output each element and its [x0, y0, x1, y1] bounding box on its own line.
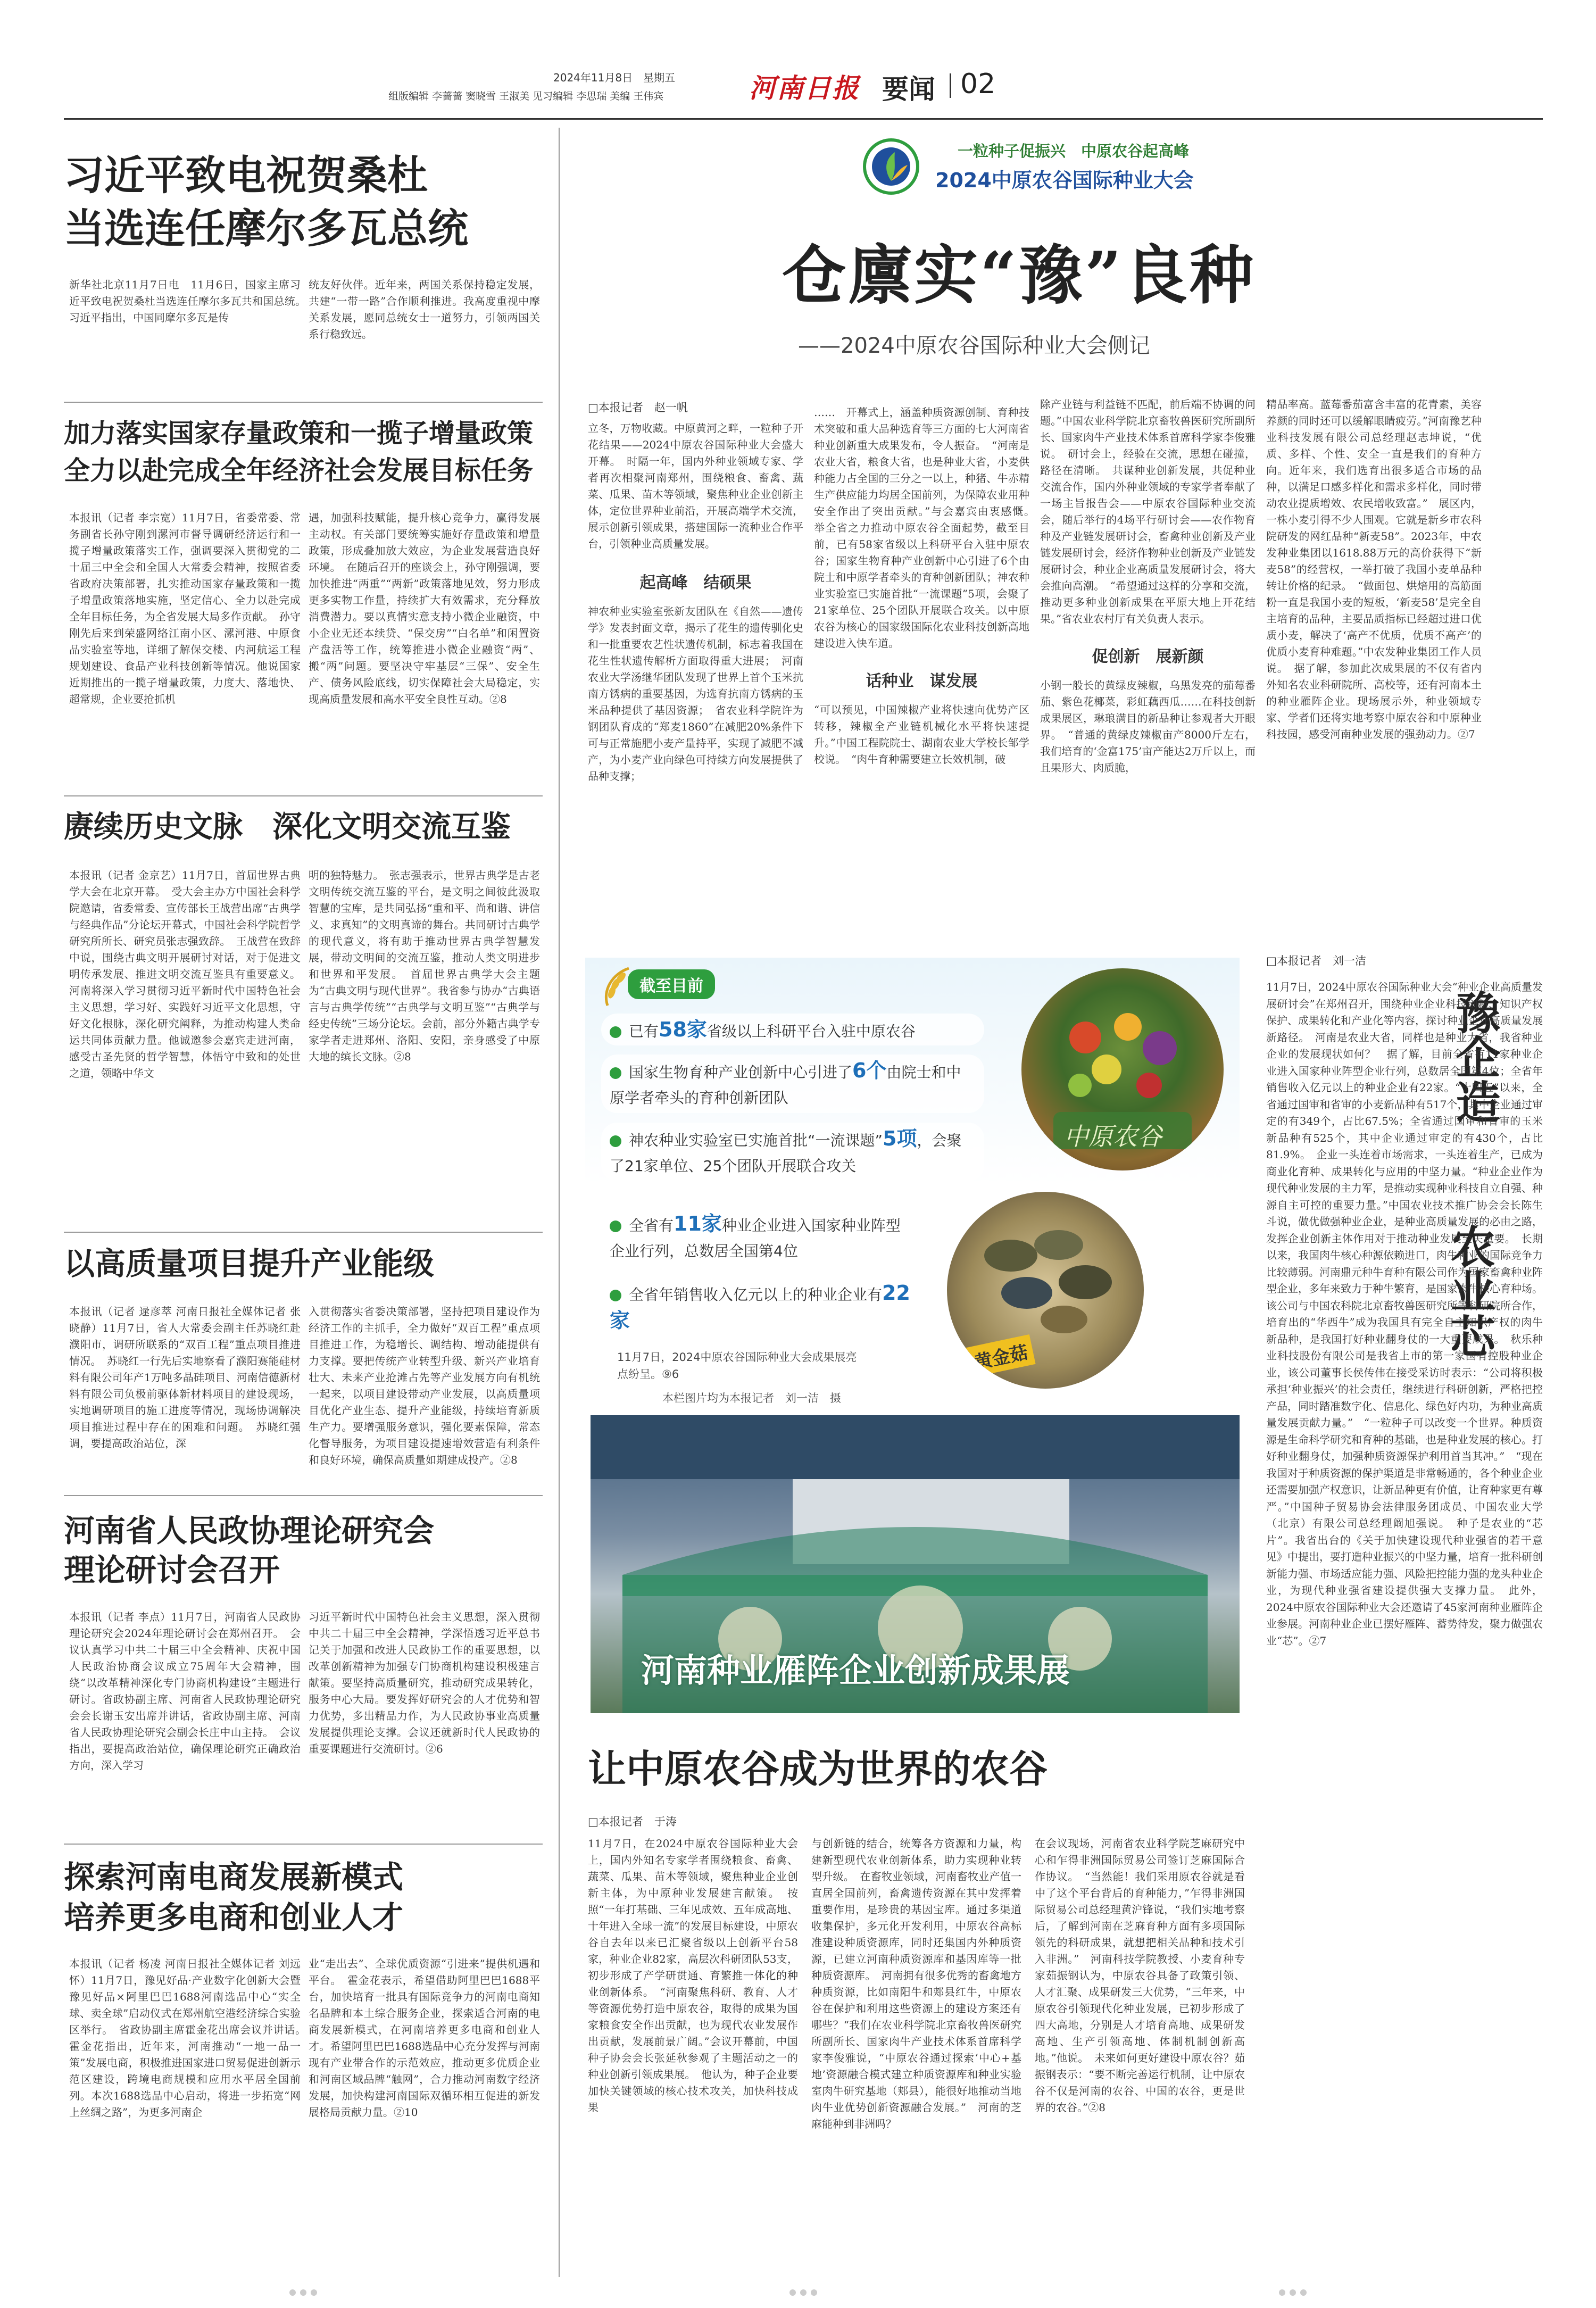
divider [64, 1232, 543, 1233]
stat-number: 5项 [883, 1127, 917, 1150]
feature-col1 [588, 420, 803, 785]
article-headline: 习近平致电祝贺桑杜 [64, 152, 428, 199]
stat-item [601, 1055, 984, 1113]
article-body-col2: 明的独特魅力。 张志强表示，世界古典学是古老文明传统交流互鉴的平台，是文明之间彼此汲取智慧的宝库，是共同弘扬“重和平、尚和谐、讲信义、求真知”的文明真谛的舞台。共同研讨古典学的现代意义，将有助于推动世界古典学智慧发展，带动文明间的交流互鉴，推动人类文明进步和世界和平发展。 首届世界古典学大会主题为“古典文明与现代世界”。我省参与协办“古典语言与古典学传统”“古典学与文明互鉴”“古典学与经史传统”三场分论坛。会前，部分外籍古典学专家学者走进郑州、洛阳、安阳，亲身感受了中原大地的缤长文脉。②8 [309, 869, 540, 1063]
feature-col2 [814, 404, 1040, 768]
bullet-icon [610, 1290, 621, 1301]
plate-text: 中原农谷 [1064, 1122, 1162, 1151]
feature-text: 精品率高。蓝莓番茄富含丰富的花青素，美容养颜的同时还可以缓解眼睛疲劳。”河南豫艺种业科技发展有限公司总经理赵志坤说，“优质、多样、个性、安全一直是我们的育种方向。近年来，我们选育出很多适合市场的品种，以满足口感多样化和需求多样化，同时带动农业提质增效、农民增收致富。” 展区内，一株小麦引得不少人围观。它就是新乡市农科院研发的网红品种“新麦58”。2023年，中农发种业集团以1618.88万元的高价获得下“新麦58”的经营权，一举打破了我国小麦单品种转让价格的纪录。 “做面包、烘焙用的高筋面粉一直是我国小麦的短板，‘新麦58’是完全自主培育的品种，主要品质指标已经超过进口优质小麦，解决了‘高产不优质，优质不高产’的优质小麦育种难题。”中农发种业集团工作人员说。 据了解，参加此次成果展的不仅有省内外知名农业科研院所、高校等，还有河南本土的种业雁阵企业。现场展示外，种业领域专家、学者们还将实地考察中原农谷和中原种业科技园，感受河南种业发展的强劲动力。②7 [1266, 398, 1482, 741]
feature-col3 [1040, 396, 1256, 776]
article-headline-line2: 理论研讨会召开 [64, 1552, 280, 1588]
feature-subhead: 话种业 谋发展 [866, 672, 978, 691]
feature-text: 立冬，万物收藏。中原黄河之畔，一粒种子开花结果——2024中原农谷国际种业大会盛大开幕。 时隔一年，国内外种业领域专家、学者再次相聚河南郑州，围绕粮食、畜禽、蔬菜、瓜果、苗木等领域，聚焦种业企业创新主体，定位世界种业前沿，开展高端学术交流，展示创新引领成果，搭建国际一流种业合作平台，引领种业高质量发展。 [588, 422, 803, 550]
page-dots [787, 2288, 819, 2298]
stat-text: 种业企业进入国家种业阵型企业行列，总数居全国第4位 [610, 1217, 901, 1260]
stat-text: 由院士和中原学者牵头的育种创新团队 [610, 1064, 961, 1107]
side-text: 11月7日，2024中原农谷国际种业大会“种业企业高质量发展研讨会”在郑州召开，围绕种业企业科技创新、知识产权保护、成果转化和产业化等内容，探讨种业企业高质量发展新路径。 河南是农业大省，同样也是种业大省，我省种业企业的发展现状如何？ 据了解，目前全省有11家种业企业进入国家种业阵型企业行列，总数居全国第4位；全省年销售收入亿元以上的种业企业有22家。“十四五”以来，全省通过国审和省审的小麦新品种有517个，其中企业通过审定的有349个，占比67.5%；全省通过国审和省审的玉米新品种有525个，其中企业通过审定的有430个，占比81.9%。 企业一头连着市场需求，一头连着生产，已成为商业化育种、成果转化与应用的中坚力量。“种业企业作为现代种业发展的主力军，是推动实现种业科技自立自强、种源自主可控的重要力量。”中国农业技术推广协会会长陈生斗说，做优做强种业企业，是种业高质量发展的必由之路，发挥企业创新主体作用对于推动种业发展至关重要。 长期以来，我国肉牛核心种源依赖进口，肉牛种业的国际竞争力比较薄弱。河南鼎元种牛育种有限公司作为国家畜禽种业阵型企业，多年来致力于种牛繁育，是国家肉牛核心育种场。该公司与中国农科院北京畜牧兽医研究所等科研院所合作，培育出的“华西牛”成为我国具有完全自主知识产权的肉牛新品种，是我国打好种业翻身仗的一大重要成果。 秋乐种业科技股份有限公司是我省上市的第一家国有控股种业企业，该公司董事长侯传伟在接受采访时表示：“公司将积极承担‘种业振兴’的社会责任，继续进行科研创新，严格把控产品，同时踏准数字化、信息化、绿色好内功，为种业高质量发展贡献力量。” “一粒种子可以改变一个世界。种质资源是生命科学研究和育种的基础，也是种业发展的核心。打好种业翻身仗，加强种质资源保护利用首当其冲。” “现在我国对于种质资源的保护渠道是非常畅通的，各个种业企业还需要加强产权意识，让新品种更有价值，让育种家更有尊严。”中国种子贸易协会法律服务团成员、中国农业大学（北京）有限公司总经理阚旭强说。 种子是农业的“芯片”。我省出台的《关于加快建设现代种业强省的若干意见》中提出，要打造种业振兴的中坚力量，培育一批科研创新能力强、市场适应能力强、风险把控能力强的龙头种业企业，为现代种业强省建设提供强大支撑力量。 此外，2024中原农谷国际种业大会还邀请了45家河南种业雁阵企业参展。河南种业企业已摆好雁阵、蓄势待发，聚力做强农业“芯”。②7 [1266, 981, 1543, 1647]
article-headline: 探索河南电商发展新模式 [64, 1859, 404, 1895]
infographic-panel [585, 958, 1240, 1713]
header-page-number: 02 [960, 68, 996, 100]
article-headline-line2: 当选连任摩尔多瓦总统 [64, 205, 468, 252]
feature-text: 小钢一般长的黄绿皮辣椒，乌黑发亮的茄莓番茄、紫色花椰菜，彩虹藕西瓜……在科技创新成果展区，琳琅满目的新品种让参观者大开眼界。 “普通的黄绿皮辣椒亩产8000斤左右，我们培育的‘金富175’亩产能达2万斤以上，而且果形大、肉质脆， [1040, 679, 1256, 774]
bottom-text-col2: 与创新链的结合，统筹各方资源和力量，构建新型现代农业创新体系，助力实现种业转型升级。 在畜牧业领域，河南畜牧业产值一直居全国前列，畜禽遗传资源在其中发挥着重要作用，是珍贵的基因宝库。通过多渠道收集保护，多元化开发利用，中原农谷高标准建设种质资源库，同时还集国内外种质资源，已建立河南种质资源库和基因库等一批种质资源库。 河南拥有很多优秀的畜禽地方种质资源，比如南阳牛和郏县红牛，中原农谷在保护和利用这些资源上的建设方案还有哪些？“我们在农业科学院北京畜牧兽医研究所副所长、国家肉牛产业技术体系首席科学家李俊雅说，“中原农谷通过探索‘中心+基地’资源融合模式建立种质资源库和种业实验室肉牛研究基地（郏县），能很好地推动当地肉牛业优势创新资源融合发展。” 河南的芝麻能种到非洲吗？ [811, 1837, 1021, 2130]
event-logo-icon [862, 137, 920, 196]
header-rule [64, 118, 1543, 120]
photo-mushrooms [947, 1192, 1144, 1389]
divider [64, 1495, 543, 1496]
bullet-icon [610, 1221, 621, 1232]
photo-expo-hall [591, 1415, 1240, 1713]
stat-text: 全省年销售收入亿元以上的种业企业有 [629, 1286, 883, 1304]
feature-subhead: 促创新 展新颜 [1092, 647, 1204, 666]
article-body-col1: 本报讯（记者 李宗宽）11月7日，省委常委、常务副省长孙守刚到漯河市督导调研经济运行和一揽子增量政策落实工作，强调要深入贯彻党的二十届三中全会和全国人大常委会精神，按照省委省政府决策部署，扎实推动国家存量政策和一揽子增量政策落地实施，坚定信心、全力以赴完成全年目标任务，为全省发展大局多作贡献。 孙守刚先后来到荣盛网络江南小区、漯河港、中原食品实验室等地，详细了解保交楼、内河航运工程规划建设、食品产业科技创新等情况。他说国家近期推出的一揽子增量政策，力度大、落地快、超常规，企业要抢抓机 [69, 511, 301, 705]
stat-item [601, 1014, 984, 1045]
feature-subtitle: ——2024中原农谷国际种业大会侧记 [798, 334, 1150, 358]
stat-number: 58家 [659, 1018, 707, 1041]
header-logo: 河南日报 [749, 72, 860, 104]
page-dots [287, 2288, 319, 2298]
article-ecommerce [64, 1857, 543, 2251]
stat-text: 省级以上科研平台入驻中原农谷 [706, 1023, 916, 1040]
stat-number: 22家 [610, 1281, 910, 1332]
divider [64, 1844, 543, 1845]
article-headline: 加力落实国家存量政策和一揽子增量政策 [64, 418, 534, 449]
stat-item [601, 1208, 920, 1266]
bottom-text-col3: 在会议现场，河南省农业科学院芝麻研究中心和乍得非洲国际贸易公司签订芝麻国际合作协议。 “当然能！我们采用原农谷就是看中了这个平台背后的育种能力，”乍得非洲国际贸易公司总经理黄沪锋说，“我们实地考察后，了解到河南在芝麻育种方面有多项国际领先的科研成果，就想把相关品种和技术引入非洲。” 河南科技学院教授、小麦育种专家茹振钢认为，中原农谷具备了政策引领、人才汇聚、成果研发三大优势，“三年来，中原农谷引领现代化种业发展，已初步形成了四大高地，分别是人才培育高地、成果研发高地、生产引领高地、体制机制创新高地。”他说。 未来如何更好建设中原农谷？茹振钢表示：“要不断完善运行机制，让中原农谷不仅是河南的农谷、中国的农谷，更是世界的农谷。”②8 [1035, 1837, 1245, 2114]
header-date: 2024年11月8日 星期五 [553, 71, 676, 84]
header-section: 要闻 [882, 74, 935, 105]
stat-item [601, 1123, 984, 1181]
article-body-col1: 本报讯（记者 杨凌 河南日报社全媒体记者 刘远怀）11月7日，豫见好品·产业数字化创新大会暨豫见好品×阿里巴巴1688河南选品中心“实全球、卖全球”启动仪式在郑州航空港经济综合实验区举行。 省政协副主席霍金花出席会议并讲话。 霍金花指出，近年来，河南推动“一地一品一策”发展电商，积极推进国家进口贸易促进创新示范区建设，跨境电商规模和应用水平居全国前列。本次1688选品中心启动，将进一步拓宽“网上丝绸之路”，为更多河南企 [69, 1957, 311, 2119]
infographic-heading: 截至目前 [628, 969, 715, 999]
photo-caption: 11月7日，2024中原农谷国际种业大会成果展亮点纷呈。⑨6 [617, 1351, 857, 1381]
page-header [64, 59, 1543, 117]
feature-text: 神农种业实验室张新友团队在《自然——遗传学》发表封面文章，揭示了花生的遗传驯化史和一批重要农艺性状遗传机制，标志着我国在花生性状遗传解析方面取得重大进展； 河南农业大学汤继华团队发现了世界上首个玉米抗南方锈病的重要基因，为选育抗南方锈病的玉米品种提供了基因资源； 省农业科学院许为钢团队育成的“郑麦1860”在减肥20%条件下可与正常施肥小麦产量持平，实现了减肥不减产，为小麦产业向绿色可持续方向发展提供了品种支撑； [588, 605, 803, 783]
stat-number: 11家 [674, 1212, 722, 1235]
page-dots [1277, 2288, 1309, 2298]
bottom-byline: □本报记者 于涛 [588, 1815, 677, 1828]
side-byline: □本报记者 刘一洁 [1266, 954, 1366, 967]
feature-text: “可以预见，中国辣椒产业将快速向优势产区转移，辣椒全产业链机械化水平将快速提升。”中国工程院院士、湖南农业大学校长邹学校说。 “肉牛育种需要建立长效机制，破 [814, 703, 1029, 766]
feature-headline: 仓廪实“豫”良种 [782, 238, 1256, 313]
bottom-text-col1: 11月7日，在2024中原农谷国际种业大会上，国内外知名专家学者围绕粮食、畜禽、蔬菜、瓜果、苗木等领域，聚焦种业企业创新主体，为中原种业发展建言献策。 按照“一年打基础、三年见成效、五年成高地、十年进入全球一流”的发展目标建设，中原农谷自去年以来已汇聚省级以上创新平台58家，种业企业82家，高层次科研团队53支，初步形成了产学研贯通、育繁推一体化的种业创新体系。 “河南聚焦科研、教育、人才等资源优势打造中原农谷，取得的成果为国家粮食安全作出贡献，也为现代农业发展作出贡献，发展前景广阔。”会议开幕前，中国种子协会会长张延秋参观了主题活动之一的种业创新引领成果展。 他认为，种子企业要加快关键领域的核心技术攻关，加快科技成果 [588, 1837, 798, 2114]
article-cppcc [64, 1511, 543, 1841]
article-body-col2: 入贯彻落实省委决策部署，坚持把项目建设作为经济工作的主抓手，全力做好“双百工程”重点项目推进工作，为稳增长、调结构、增动能提供有力支撑。要把传统产业转型升级、新兴产业培育壮大、未来产业抢滩占先等产业发展方向有机统一起来，以项目建设带动产业发展，以高质量项目优化产业生态、提升产业能级，持续培育新质生产力。要增强服务意识，强化要素保障，常态化督导服务，为项目建设提速增效营造有利条件和良好环境，确保高质量如期建成投产。②8 [309, 1305, 540, 1466]
photo-vegetable-display [1021, 968, 1224, 1170]
side-headline-line2: 农业芯 [1443, 1224, 1496, 1358]
banner-slogan: 一粒种子促振兴 中原农谷起高峰 [958, 142, 1190, 160]
event-banner [862, 133, 1266, 202]
feature-byline: □本报记者 赵一帆 [588, 401, 688, 414]
article-body-col2: 统友好伙伴。近年来，两国关系保持稳定发展，共建“一带一路”合作顺利推进。我高度重视中摩关系发展，愿同总统女士一道努力，引领两国关系行稳致远。 [309, 278, 540, 341]
header-editors: 组版编辑 李蔷蔷 窦晓雪 王淑美 见习编辑 李思瑞 美编 王伟宾 [388, 90, 664, 102]
article-body-col2: 业“走出去”、全球优质资源“引进来”提供机遇和平台。 霍金花表示，希望借助阿里巴巴1688平台，加快培育一批具有国际竞争力的河南电商知名品牌和本土综合服务企业，探索适合河南的电商发展新模式，在河南培养更多电商和创业人才。希望阿里巴巴1688选品中心充分发挥与河南现有产业带合作的示范效应，推动更多优质企业和河南区域品牌“触网”，合力推动河南数字经济发展，加快构建河南国际双循环相互促进的新发展格局贡献力量。②10 [309, 1957, 540, 2119]
article-headline: 以高质量项目提升产业能级 [64, 1246, 435, 1282]
divider [64, 795, 543, 796]
feature-subhead: 起高峰 结硕果 [639, 574, 752, 592]
article-body-col1: 新华社北京11月7日电 11月6日，国家主席习近平致电祝贺桑杜当选连任摩尔多瓦共和国总统。 习近平指出，中国同摩尔多瓦是传 [69, 278, 311, 324]
bullet-icon [610, 1026, 621, 1038]
article-body-col1: 本报讯（记者 金京艺）11月7日，首届世界古典学大会在北京开幕。 受大会主办方中国社会科学院邀请，省委常委、宣传部长王战营出席“古典学与经典作品”分论坛开幕式，中国社会科学院哲学研究所所长、研究员张志强致辞。 王战营在致辞中说，围绕古典文明开展研讨对话，对于促进文明传承发展、推进文明交流互鉴具有重要意义。河南将深入学习贯彻习近平新时代中国特色社会主义思想，学习好、实践好习近平文化思想，守好文化根脉，深化研究阐释，为推动构建人类命运共同体贡献力量。他诚邀参会嘉宾走进河南，感受古圣先贤的哲学智慧，体悟守中致和的处世之道，领略中华文 [69, 869, 301, 1080]
article-body-col2: 习近平新时代中国特色社会主义思想，深入贯彻中共二十届三中全会精神，学深悟透习近平总书记关于加强和改进人民政协工作的重要思想，以改革创新精神为加强专门协商机构建设积极建言献策。要坚持高质量研究，推动研究成果转化，服务中心大局。要发挥好研究会的人才优势和智力优势，多出精品力作，为人民政协事业高质量发展提供理论支撑。会议还就新时代人民政协的重要课题进行交流研讨。②6 [309, 1610, 540, 1755]
expo-sign-text: 河南种业雁阵企业创新成果展 [641, 1651, 1070, 1690]
stat-text: 神农种业实验室已实施首批“一流课题” [629, 1132, 883, 1149]
article-headline-line2: 全力以赴完成全年经济社会发展目标任务 [64, 455, 534, 486]
feature-text: …… 开幕式上，涵盖种质资源创制、育种技术突破和重大品种选育等三方面的七大河南省种业创新重大成果发布，令人振奋。 “河南是农业大省，粮食大省，也是种业大省，小麦供种能力占全国的三分之一以上，种猪、牛赤精生产供应能力均居全国前列，为保障农业用种安全作出了突出贡献。”与会嘉宾由衷感慨。 举全省之力推动中原农谷全面起势，截至目前，已有58家省级以上科研平台入驻中原农谷；国家生物育种产业创新中心引进了6个由院士和中原学者牵头的育种创新团队；神农种业实验室已实施首批“一流课题”5项，会聚了21家单位、25个团队开展联合攻关。以中原农谷为核心的国家级国际化农业科技创新高地建设进入快车道。 [814, 406, 1040, 650]
photo-credit: 本栏图片均为本报记者 刘一洁 摄 [662, 1392, 841, 1405]
column-separator [559, 128, 560, 2277]
bottom-headline: 让中原农谷成为世界的农谷 [588, 1746, 1048, 1791]
article-xi-congratulates [64, 149, 543, 372]
sign-label: 黄金菇 [966, 1334, 1035, 1377]
side-headline-line1: 豫企造 [1449, 990, 1501, 1124]
bullet-icon [610, 1135, 621, 1147]
bottom-feature [585, 1745, 1250, 2256]
stat-item [601, 1277, 920, 1335]
banner-event-name: 2024中原农谷国际种业大会 [935, 169, 1194, 192]
article-policy [64, 415, 543, 787]
article-body-col1: 本报讯（记者 李点）11月7日，河南省人民政协理论研究会2024年理论研讨会在郑州召开。 会议认真学习中共二十届三中全会精神、庆祝中国人民政治协商会议成立75周年大会精神，围绕“以改革精神深化专门协商机构建设”主题进行研讨。省政协副主席、河南省人民政协理论研究会会长谢玉安出席并讲话，省政协副主席、河南省人民政协理论研究会副会长庄中山主持。 会议指出，要提高政治站位，确保理论研究正确政治方向，深入学习 [69, 1610, 301, 1772]
stat-text: 已有 [629, 1023, 659, 1040]
feature-col4 [1266, 396, 1482, 743]
header-divider [950, 73, 951, 98]
stat-text: ，会聚了21家单位、25个团队开展联合攻关 [610, 1132, 962, 1175]
bullet-icon [610, 1067, 621, 1079]
stat-number: 6个 [852, 1059, 887, 1082]
stat-text: 国家生物育种产业创新中心引进了 [629, 1064, 853, 1081]
article-classics [64, 803, 543, 1240]
divider [64, 402, 543, 403]
side-article [1266, 952, 1543, 2256]
feature-text: 除产业链与利益链不匹配，前后端不协调的问题。”中国农业科学院北京畜牧兽医研究所副所长、国家肉牛产业技术体系首席科学家李俊雅说。 研讨会上，经验在交流，思想在碰撞，路径在清晰。 共谋种业创新发展，共促种业交流合作，国内外种业领域的专家学者奉献了一场主旨报告会——中原农谷国际种业交流会，随后举行的4场平行研讨会——农作物育种及产业链发展研讨会，畜禽种业创新及产业链发展研讨会，经济作物种业创新及产业链发展研讨会，种业企业高质量发展研讨会，将大会推向高潮。 “希望通过这样的分享和交流，推动更多种业创新成果在平原大地上开花结果。”省农业农村厅有关负责人表示。 [1040, 398, 1256, 625]
article-headline: 河南省人民政协理论研究会 [64, 1513, 435, 1549]
article-projects [64, 1240, 543, 1516]
article-body-col2: 遇，加强科技赋能，提升核心竞争力，赢得发展主动权。有关部门要统筹实施好存量政策和增量政策，形成叠加放大效应，为企业发展营造良好环境。 在随后召开的座谈会上，孙守刚强调，要加快推进“两重”“两新”政策落地见效，努力形成更多实物工作量，持续扩大有效需求，充分释放消费潜力。要以真情实意支持小微企业融资，中小企业无还本续贷、“保交房”“白名单”和闲置资产盘活等工作，统筹推进小微企业融资“两”、搬“两”问题。要坚决守牢基层“三保”、安全生产、债务风险底线，切实保障社会大局稳定，实现高质量发展和高水平安全良性互动。②8 [309, 511, 540, 705]
stat-text: 全省有 [629, 1217, 674, 1234]
article-body-col1: 本报讯（记者 逯彦萃 河南日报社全媒体记者 张晓静）11月7日，省人大常委会副主任苏晓红赴濮阳市，调研所联系的“双百工程”重点项目推进情况。 苏晓红一行先后实地察看了濮阳赛能硅材料有限公司年产1万吨多晶硅项目、河南信德新材料有限公司负极前驱体新材料项目的建设现场，实地调研项目的施工进度等情况，现场协调解决项目推进过程中存在的困难和问题。 苏晓红强调，要提高政治站位，深 [69, 1305, 301, 1450]
article-headline: 赓续历史文脉 深化文明交流互鉴 [64, 810, 511, 844]
side-text-wrap [1266, 979, 1543, 1649]
article-headline-line2: 培养更多电商和创业人才 [64, 1899, 404, 1936]
